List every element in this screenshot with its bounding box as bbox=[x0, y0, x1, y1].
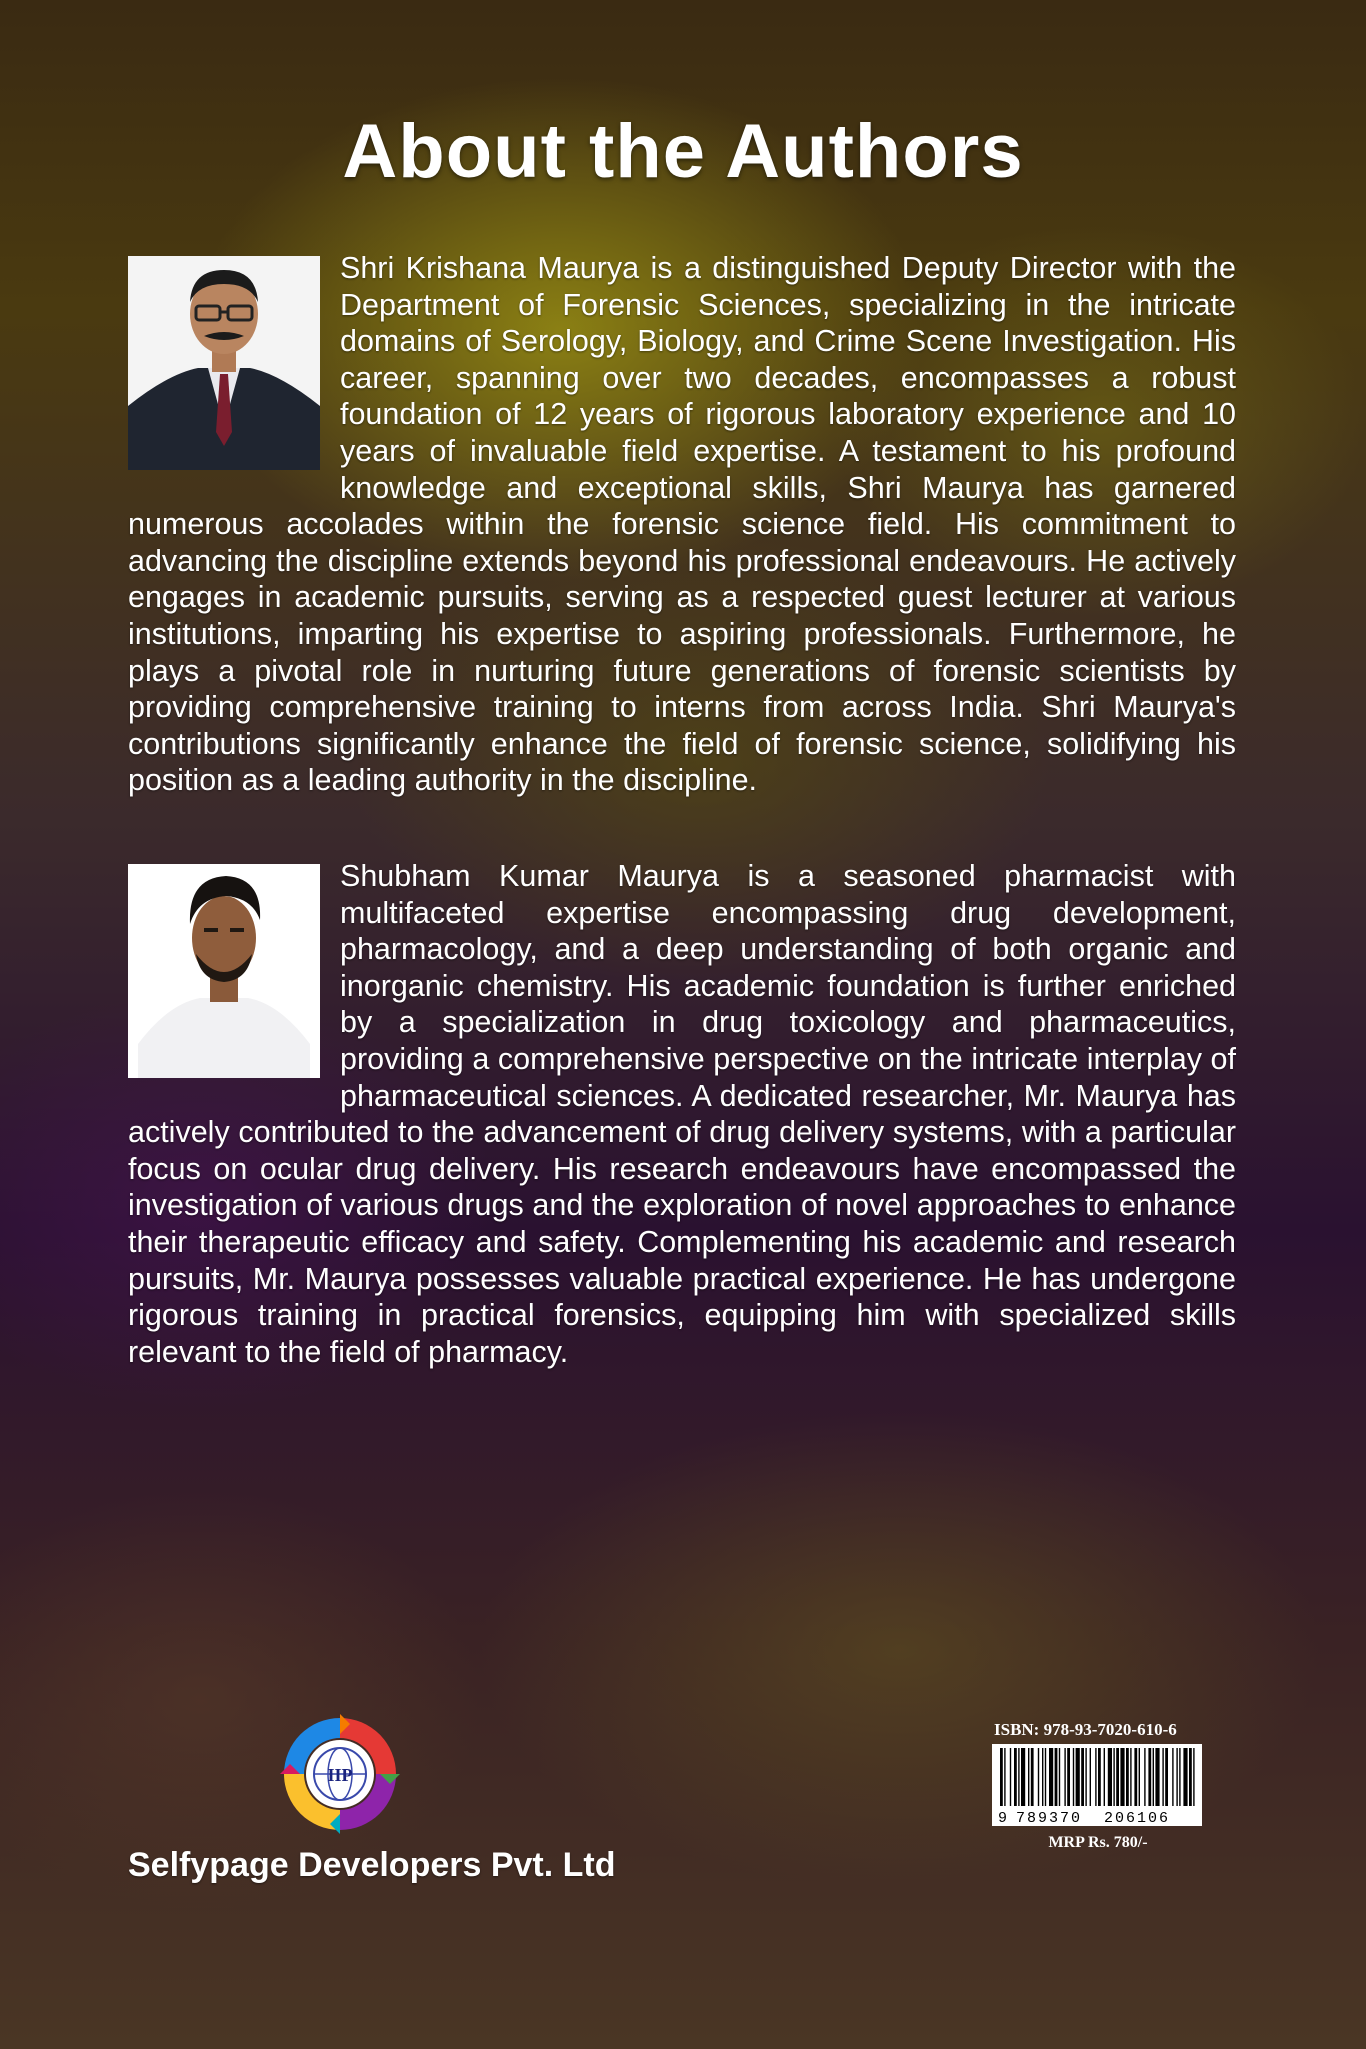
barcode-bar bbox=[1189, 1748, 1192, 1808]
barcode-bar bbox=[1139, 1748, 1140, 1808]
barcode-bar bbox=[1042, 1748, 1043, 1808]
barcode-bar bbox=[1130, 1748, 1131, 1808]
barcode-bar bbox=[1162, 1748, 1163, 1808]
barcode-bar bbox=[1104, 1748, 1105, 1808]
barcode-bar bbox=[1073, 1748, 1074, 1808]
barcode-bar bbox=[1155, 1748, 1159, 1808]
barcode-bar bbox=[1081, 1748, 1084, 1808]
barcode-bar bbox=[1059, 1748, 1060, 1808]
logo-initials: IIP bbox=[327, 1765, 353, 1785]
barcode-bar bbox=[1144, 1748, 1145, 1808]
price-label: MRP Rs. 780/- bbox=[1048, 1834, 1148, 1851]
barcode-bar bbox=[1183, 1748, 1187, 1808]
barcode-bar bbox=[1076, 1748, 1080, 1808]
publisher-logo bbox=[280, 1714, 400, 1834]
barcode-bar bbox=[1179, 1748, 1180, 1808]
barcode-bar bbox=[1038, 1748, 1039, 1808]
barcode bbox=[992, 1744, 1202, 1826]
barcode-bar bbox=[1176, 1748, 1177, 1808]
barcode-bar bbox=[1148, 1748, 1151, 1808]
barcode-digit-left: 9 bbox=[998, 1810, 1008, 1826]
barcode-bar bbox=[1055, 1748, 1058, 1808]
barcode-bar bbox=[1090, 1748, 1091, 1808]
barcode-bar bbox=[1153, 1748, 1154, 1808]
isbn-block bbox=[992, 1720, 1204, 1852]
barcode-bar bbox=[1067, 1748, 1070, 1808]
barcode-bar bbox=[1193, 1748, 1194, 1808]
barcode-bar bbox=[1000, 1748, 1003, 1808]
barcode-bar bbox=[1010, 1748, 1011, 1808]
barcode-digits-mid: 789370 bbox=[1016, 1810, 1083, 1826]
barcode-bar bbox=[1085, 1748, 1086, 1808]
barcode-bar bbox=[1021, 1748, 1025, 1808]
barcode-bar bbox=[1098, 1748, 1101, 1808]
barcode-bar bbox=[1165, 1748, 1168, 1808]
barcode-bar bbox=[1116, 1748, 1119, 1808]
isbn-label: ISBN: 978-93-7020-610-6 bbox=[994, 1720, 1177, 1739]
barcode-bar bbox=[1064, 1748, 1065, 1808]
barcode-bar bbox=[1031, 1748, 1034, 1808]
author-bio-1 bbox=[128, 250, 1236, 799]
barcode-bar bbox=[1045, 1748, 1046, 1808]
author-bio-text-1: Shri Krishana Maurya is a distinguished Deputy Director with the Department of Forensic Sciences, specializing in the intricate domains of Serology, Biology, and Crime Scene Investigation. His career, spanning over two decades, encompasses a robust foundation of 12 years of rigorous laboratory experience and 10 years of invaluable field expertise. A testament to his profound knowledge and exceptional skills, Shri Maurya has garnered numerous accolades within the forensic science field. His commitment to advancing the discipline extends beyond his professional endeavours. He actively engages in academic pursuits, serving as a respected guest lecturer at various institutions, imparting his expertise to aspiring professionals. Furthermore, he plays a pivotal role in nurturing future generations of forensic scientists by providing comprehensive training to interns from across India. Shri Maurya's contributions significantly enhance the field of forensic science, solidifying his position as a leading authority in the discipline. bbox=[128, 251, 1236, 798]
barcode-bar bbox=[1049, 1748, 1053, 1808]
barcode-bar bbox=[1172, 1748, 1173, 1808]
author-photo-1 bbox=[128, 256, 320, 470]
barcode-bar bbox=[1120, 1748, 1124, 1808]
barcode-bar bbox=[1018, 1748, 1019, 1808]
barcode-bar bbox=[1126, 1748, 1129, 1808]
barcode-bar bbox=[1014, 1748, 1017, 1808]
author-photo-2 bbox=[128, 864, 320, 1078]
barcode-digits-right: 206106 bbox=[1104, 1810, 1171, 1826]
publisher-name: Selfypage Developers Pvt. Ltd bbox=[128, 1846, 616, 1884]
barcode-bar bbox=[1004, 1748, 1005, 1808]
barcode-bar bbox=[1134, 1748, 1137, 1808]
author-bio-2 bbox=[128, 858, 1236, 1370]
author-bio-text-2: Shubham Kumar Maurya is a seasoned pharmacist with multifaceted expertise encompassing drug development, pharmacology, and a deep understanding of both organic and inorganic chemistry. His academic foundation is further enriched by a specialization in drug toxicology and pharmaceutics, providing a comprehensive perspective on the intricate interplay of pharmaceutical sciences. A dedicated researcher, Mr. Maurya has actively contributed to the advancement of drug delivery systems, with a particular focus on ocular drug delivery. His research endeavours have encompassed the investigation of various drugs and the exploration of novel approaches to enhance their therapeutic efficacy and safety. Complementing his academic and research pursuits, Mr. Maurya possesses valuable practical experience. He has undergone rigorous training in practical forensics, equipping him with specialized skills relevant to the field of pharmacy. bbox=[128, 859, 1236, 1369]
barcode-bar bbox=[1113, 1748, 1114, 1808]
barcode-bar bbox=[1108, 1748, 1112, 1808]
barcode-bar bbox=[1028, 1748, 1029, 1808]
barcode-bar bbox=[1095, 1748, 1096, 1808]
page-title: About the Authors bbox=[342, 109, 1024, 194]
